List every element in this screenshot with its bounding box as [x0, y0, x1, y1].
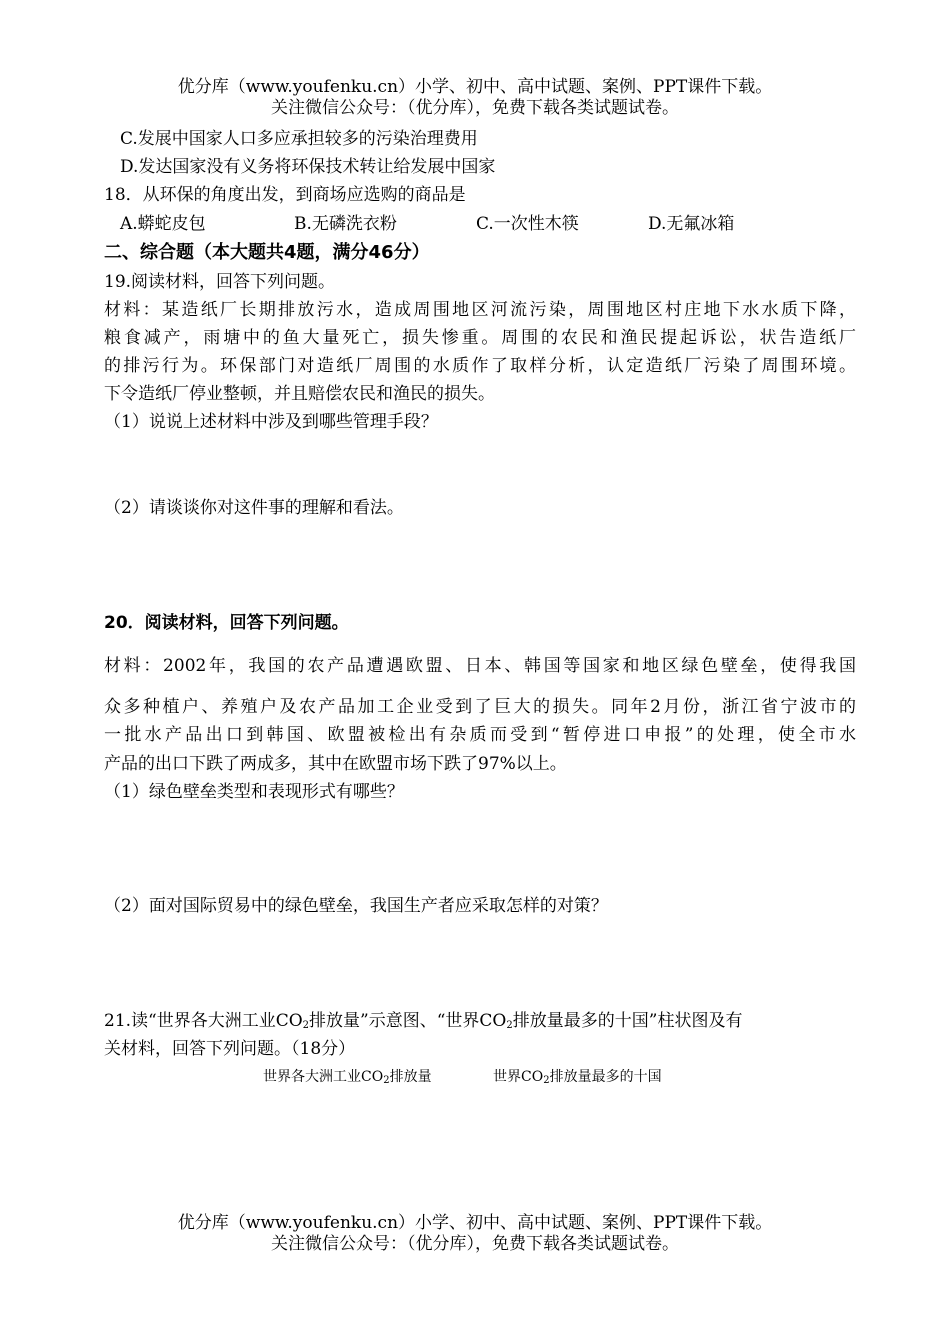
q19-sub-question-2: （2）请谈谈你对这件事的理解和看法。	[104, 498, 404, 518]
q18-stem: 18．从环保的角度出发，到商场应选购的商品是	[104, 185, 466, 205]
q18-option-b: B.无磷洗衣粉	[294, 214, 397, 234]
figure-caption-continents: 世界各大洲工业$CO_2$排放量	[263, 1069, 432, 1086]
header-line-2: 关注微信公众号：（优分库），免费下载各类试题试卷。	[271, 98, 679, 118]
q19-material-line-1: 材料：某造纸厂长期排放污水，造成周围地区河流污染，周围地区村庄地下水水质下降，	[104, 300, 856, 320]
q18-option-d: D.无氟冰箱	[648, 214, 735, 234]
q21-stem-line-1: 21.读“世界各大洲工业$CO_2$排放量”示意图、“世界$CO_2$排放量最多的十国”柱状图及有	[104, 1011, 743, 1031]
header-line-1: 优分库（www.youfenku.cn）小学、初中、高中试题、案例、PPT课件下载。	[177, 77, 773, 97]
q19-material-line-4: 下令造纸厂停业整顿，并且赔偿农民和渔民的损失。	[104, 384, 495, 404]
q19-material-line-2: 粮食减产，雨塘中的鱼大量死亡，损失惨重。周围的农民和渔民提起诉讼，状告造纸厂	[104, 328, 856, 348]
q19-stem: 19.阅读材料，回答下列问题。	[104, 272, 336, 292]
footer-line-2: 关注微信公众号：（优分库），免费下载各类试题试卷。	[271, 1234, 679, 1254]
q20-sub-question-1: （1）绿色壁垒类型和表现形式有哪些？	[104, 782, 404, 802]
q19-sub-question-1: （1）说说上述材料中涉及到哪些管理手段？	[104, 412, 438, 432]
q18-option-c: C.一次性木筷	[476, 214, 579, 234]
q20-material-line-2: 众多种植户、养殖户及农产品加工企业受到了巨大的损失。同年2月份，浙江省宁波市的	[104, 697, 856, 717]
figure-caption-top-ten: 世界$CO_2$排放量最多的十国	[493, 1069, 662, 1086]
q21-stem-line-2: 关材料，回答下列问题。（18分）	[104, 1039, 356, 1059]
q20-stem: 20．阅读材料，回答下列问题。	[104, 613, 349, 633]
q20-material-line-1: 材料：2002年，我国的农产品遭遇欧盟、日本、韩国等国家和地区绿色壁垒，使得我国	[104, 656, 856, 676]
q20-material-line-3: 一批水产品出口到韩国、欧盟被检出有杂质而受到“暂停进口申报”的处理，使全市水	[104, 725, 856, 745]
q17-option-d: D.发达国家没有义务将环保技术转让给发展中国家	[120, 157, 496, 177]
footer-line-1: 优分库（www.youfenku.cn）小学、初中、高中试题、案例、PPT课件下载。	[177, 1213, 773, 1233]
section-title: 二、综合题（本大题共4题，满分46分）	[104, 242, 430, 263]
q17-option-c: C.发展中国家人口多应承担较多的污染治理费用	[120, 129, 478, 149]
q20-material-line-4: 产品的出口下跌了两成多，其中在欧盟市场下跌了97%以上。	[104, 754, 567, 774]
q19-material-line-3: 的排污行为。环保部门对造纸厂周围的水质作了取样分析，认定造纸厂污染了周围环境。	[104, 356, 856, 376]
q20-sub-question-2: （2）面对国际贸易中的绿色壁垒，我国生产者应采取怎样的对策？	[104, 896, 608, 916]
q18-option-a: A.蟒蛇皮包	[120, 214, 206, 234]
